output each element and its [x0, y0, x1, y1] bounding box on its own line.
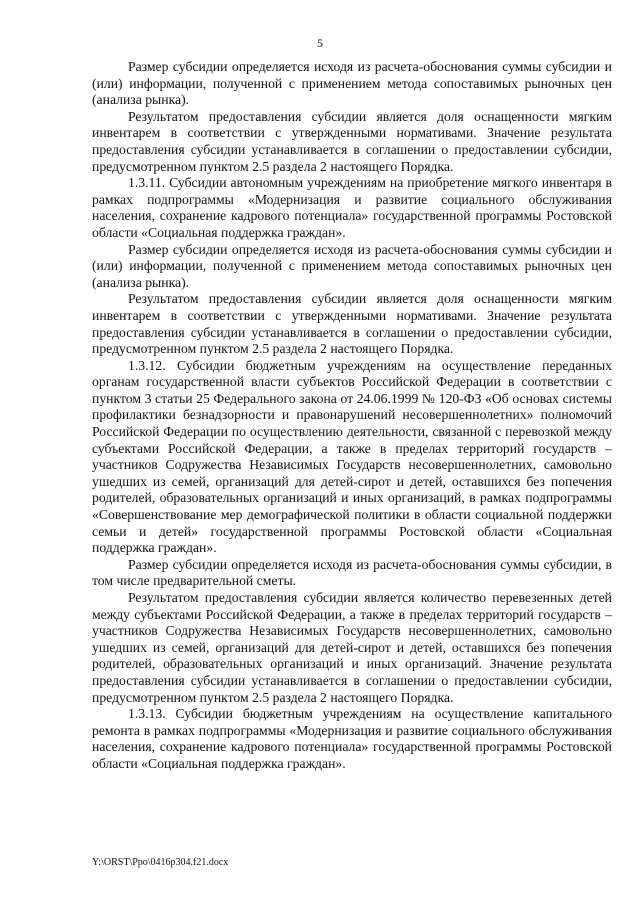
page-number: 5 — [317, 36, 323, 50]
paragraph: Размер субсидии определяется исходя из расчета-обоснования суммы субсидии и (или) информации, полученной с применением метода сопоставимых рыночных цен (анализа рынка). — [92, 241, 612, 290]
paragraph: Результатом предоставления субсидии является количество перевезенных детей между субъектами Российской Федерации, а также в пределах территорий государств – участников Содружества Независимых Государств несовершеннолетних, самовольно ушедших из семей, организаций для детей-сирот и детей, оставшихся без попечения родителей, образовательных организаций и иных организаций. Значение результата предоставления субсидии устанавливается в соглашении о предоставлении субсидии, предусмотренном пунктом 2.5 раздела 2 настоящего Порядка. — [92, 590, 612, 705]
paragraph: 1.3.13. Субсидии бюджетным учреждениям на осуществление капитального ремонта в рамках подпрограммы «Модернизация и развитие социального обслуживания населения, сохранение кадрового потенциала» государственной программы Ростовской области «Социальная поддержка граждан». — [92, 706, 612, 771]
paragraph: 1.3.12. Субсидии бюджетным учреждениям на осуществление переданных органам государственной власти субъектов Российской Федерации в соответствии с пунктом 3 статьи 25 Федерального закона от 24.06.1999 № 120-ФЗ «Об основах системы профилактики безнадзорности и правонарушений несовершеннолетних» полномочий Российской Федерации по осуществлению деятельности, связанной с перевозкой между субъектами Российской Федерации, а также в пределах территорий государств – участников Содружества Независимых Государств несовершеннолетних, самовольно ушедших из семей, организаций для детей-сирот и детей, оставшихся без попечения родителей, образовательных организаций и иных организаций, в рамках подпрограммы «Совершенствование мер демографической политики в области социальной поддержки семьи и детей» государственной программы Ростовской области «Социальная поддержка граждан». — [92, 357, 612, 556]
document-body — [92, 59, 612, 773]
paragraph: Размер субсидии определяется исходя из расчета-обоснования суммы субсидии, в том числе предварительной сметы. — [92, 556, 612, 589]
paragraph: 1.3.11. Субсидии автономным учреждениям на приобретение мягкого инвентаря в рамках подпрограммы «Модернизация и развитие социального обслуживания населения, сохранение кадрового потенциала» государственной программы Ростовской области «Социальная поддержка граждан». — [92, 175, 612, 240]
paragraph: Результатом предоставления субсидии является доля оснащенности мягким инвентарем в соответствии с утвержденными нормативами. Значение результата предоставления субсидии устанавливается в соглашении о предоставлении субсидии, предусмотренном пунктом 2.5 раздела 2 настоящего Порядка. — [92, 108, 612, 174]
file-path-footer: Y:\ORST\Ppo\0416p304.f21.docx — [92, 857, 229, 868]
paragraph: Результатом предоставления субсидии является доля оснащенности мягким инвентарем в соответствии с утвержденными нормативами. Значение результата предоставления субсидии устанавливается в соглашении о предоставлении субсидии, предусмотренном пунктом 2.5 раздела 2 настоящего Порядка. — [92, 291, 612, 357]
paragraph: Размер субсидии определяется исходя из расчета-обоснования суммы субсидии и (или) информации, полученной с применением метода сопоставимых рыночных цен (анализа рынка). — [92, 59, 612, 108]
